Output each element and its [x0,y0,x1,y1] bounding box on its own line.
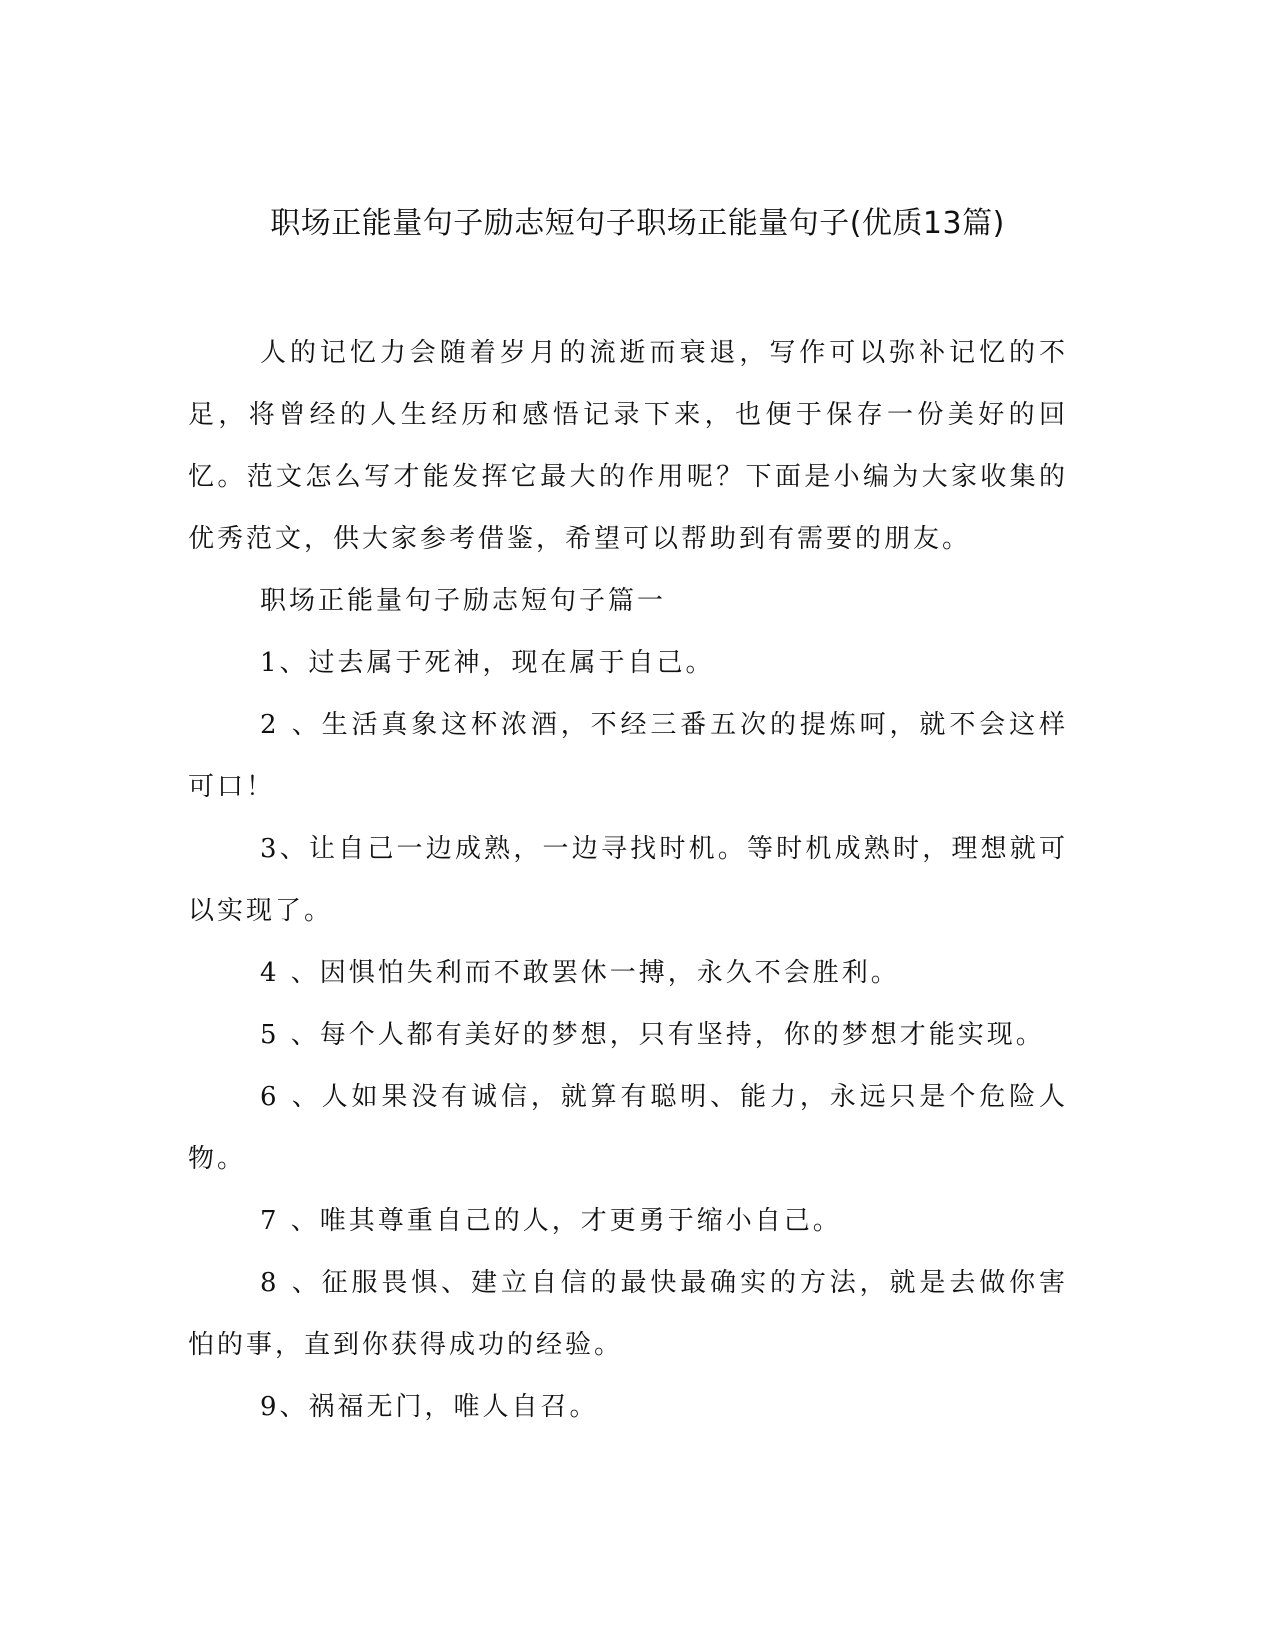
list-item: 4 、因惧怕失利而不敢罢休一搏，永久不会胜利。 [260,958,900,988]
document-body [188,322,1068,1438]
document-title: 职场正能量句子励志短句子职场正能量句子(优质13篇) [270,206,1005,241]
list-item: 7 、唯其尊重自己的人，才更勇于缩小自己。 [260,1206,842,1236]
list-item: 8 、征服畏惧、建立自信的最快最确实的方法，就是去做你害怕的事，直到你获得成功的经验。 [188,1268,1068,1360]
list-item: 3、让自己一边成熟，一边寻找时机。等时机成熟时，理想就可以实现了。 [188,834,1068,926]
list-item: 5 、每个人都有美好的梦想，只有坚持，你的梦想才能实现。 [260,1020,1045,1050]
list-item: 2 、生活真象这杯浓酒，不经三番五次的提炼呵，就不会这样可口！ [188,710,1068,802]
list-item: 1、过去属于死神，现在属于自己。 [260,648,715,678]
intro-paragraph: 人的记忆力会随着岁月的流逝而衰退，写作可以弥补记忆的不足，将曾经的人生经历和感悟记录下来，也便于保存一份美好的回忆。范文怎么写才能发挥它最大的作用呢？下面是小编为大家收集的优秀范文，供大家参考借鉴，希望可以帮助到有需要的朋友。 [188,338,1068,554]
list-item: 6 、人如果没有诚信，就算有聪明、能力，永远只是个危险人物。 [188,1082,1068,1174]
list-item: 9、祸福无门，唯人自召。 [260,1392,599,1422]
section-heading: 职场正能量句子励志短句子篇一 [260,586,667,616]
